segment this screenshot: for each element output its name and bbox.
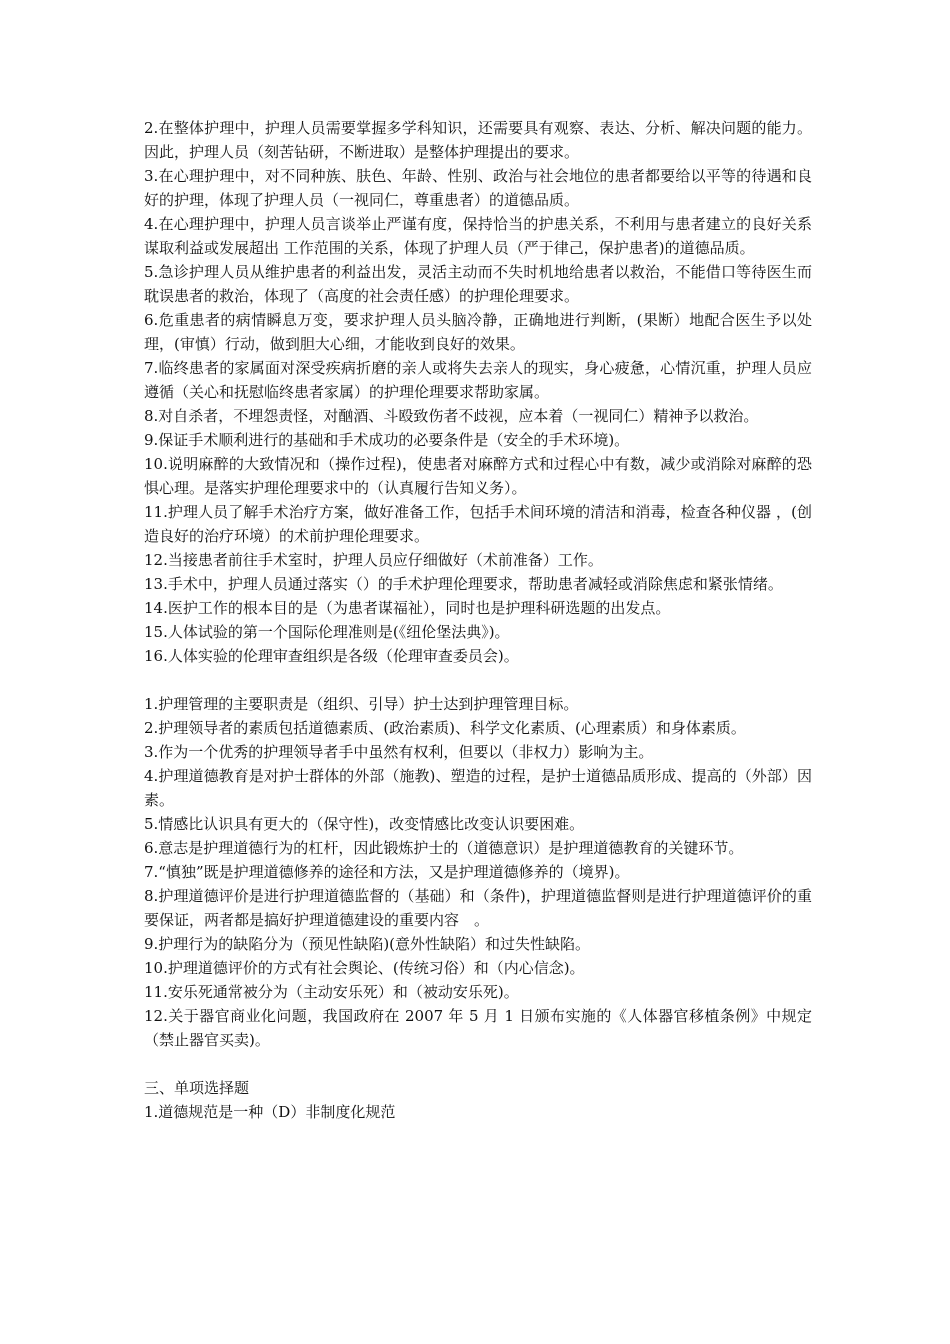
- document-body: [144, 116, 812, 1124]
- question-item: 12.关于器官商业化问题，我国政府在 2007 年 5 月 1 日颁布实施的《人体器官移植条例》中规定（禁止器官买卖)。: [144, 1007, 812, 1049]
- question-item: 2.在整体护理中，护理人员需要掌握多学科知识，还需要具有观察、表达、分析、解决问题的能力。因此，护理人员（刻苦钻研，不断进取）是整体护理提出的要求。: [144, 119, 812, 161]
- question-item: 6.意志是护理道德行为的杠杆，因此锻炼护士的（道德意识）是护理道德教育的关键环节。: [144, 839, 744, 857]
- question-item: 1.道德规范是一种（D）非制度化规范: [144, 1103, 396, 1121]
- question-item: 12.当接患者前往手术室时，护理人员应仔细做好（术前准备）工作。: [144, 551, 603, 569]
- question-item: 2.护理领导者的素质包括道德素质、(政治素质)、科学文化素质、(心理素质）和身体素质。: [144, 719, 746, 737]
- question-item: 3.作为一个优秀的护理领导者手中虽然有权利，但要以（非权力）影响为主。: [144, 743, 654, 761]
- question-item: 11.护理人员了解手术治疗方案，做好准备工作，包括手术间环境的清洁和消毒，检查各种仪器 ，(创造良好的治疗环境）的术前护理伦理要求。: [144, 503, 812, 545]
- question-item: 14.医护工作的根本目的是（为患者谋福祉），同时也是护理科研选题的出发点。: [144, 599, 671, 617]
- question-item: 4.护理道德教育是对护士群体的外部（施教)、塑造的过程，是护士道德品质形成、提高的（外部）因素。: [144, 767, 812, 809]
- section-heading: 三、单项选择题: [144, 1079, 250, 1097]
- question-item: 10.护理道德评价的方式有社会舆论、(传统习俗）和（内心信念)。: [144, 959, 585, 977]
- question-item: 9.护理行为的缺陷分为（预见性缺陷)(意外性缺陷）和过失性缺陷。: [144, 935, 591, 953]
- question-item: 1.护理管理的主要职责是（组织、引导）护士达到护理管理目标。: [144, 695, 579, 713]
- question-item: 3.在心理护理中，对不同种族、肤色、年龄、性别、政治与社会地位的患者都要给以平等的待遇和良好的护理，体现了护理人员（一视同仁，尊重患者）的道德品质。: [144, 167, 812, 209]
- section-single-choice: [144, 1076, 812, 1124]
- blank-line: [144, 1052, 812, 1076]
- question-item: 10.说明麻醉的大致情况和（操作过程)，使患者对麻醉方式和过程心中有数，减少或消除对麻醉的恐惧心理。是落实护理伦理要求中的（认真履行告知义务）。: [144, 455, 812, 497]
- section-fill-in-2: [144, 692, 812, 1052]
- question-item: 11.安乐死通常被分为（主动安乐死）和（被动安乐死)。: [144, 983, 519, 1001]
- question-item: 7.“慎独”既是护理道德修养的途径和方法，又是护理道德修养的（境界)。: [144, 863, 630, 881]
- question-item: 9.保证手术顺利进行的基础和手术成功的必要条件是（安全的手术环境)。: [144, 431, 630, 449]
- question-item: 15.人体试验的第一个国际伦理准则是(《纽伦堡法典》)。: [144, 623, 510, 641]
- question-item: 8.护理道德评价是进行护理道德监督的（基础）和（条件)，护理道德监督则是进行护理道德评价的重要保证，两者都是搞好护理道德建设的重要内容 。: [144, 887, 812, 929]
- question-item: 7.临终患者的家属面对深受疾病折磨的亲人或将失去亲人的现实，身心疲惫，心情沉重，护理人员应遵循（关心和抚慰临终患者家属）的护理伦理要求帮助家属。: [144, 359, 812, 401]
- question-item: 8.对自杀者，不埋怨责怪，对酗酒、斗殴致伤者不歧视，应本着（一视同仁）精神予以救治。: [144, 407, 759, 425]
- question-item: 16.人体实验的伦理审查组织是各级（伦理审查委员会)。: [144, 647, 519, 665]
- question-item: 13.手术中，护理人员通过落实（）的手术护理伦理要求，帮助患者减轻或消除焦虑和紧张情绪。: [144, 575, 783, 593]
- blank-line: [144, 668, 812, 692]
- question-item: 4.在心理护理中，护理人员言谈举止严谨有度，保持恰当的护患关系，不利用与患者建立的良好关系谋取利益或发展超出 工作范围的关系，体现了护理人员（严于律己，保护患者)的道德品质。: [144, 215, 812, 257]
- question-item: 5.情感比认识具有更大的（保守性)，改变情感比改变认识要困难。: [144, 815, 585, 833]
- question-item: 5.急诊护理人员从维护患者的利益出发，灵活主动而不失时机地给患者以救治，不能借口等待医生而耽误患者的救治，体现了（高度的社会责任感）的护理伦理要求。: [144, 263, 812, 305]
- question-item: 6.危重患者的病情瞬息万变，要求护理人员头脑冷静，正确地进行判断，(果断）地配合医生予以处理，(审慎）行动，做到胆大心细，才能收到良好的效果。: [144, 311, 812, 353]
- section-fill-in-1: [144, 116, 812, 668]
